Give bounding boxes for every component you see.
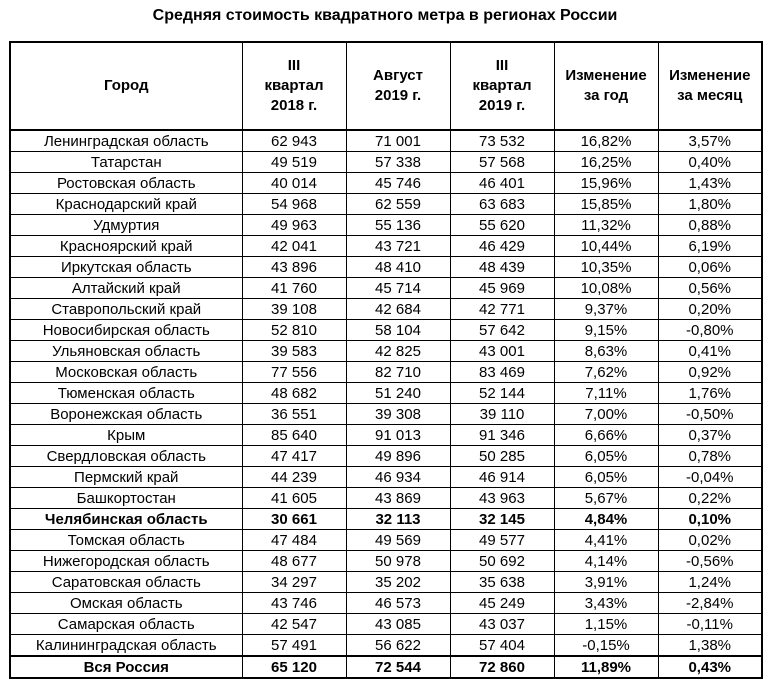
cell-yoy-change: 16,25% — [554, 152, 658, 173]
cell-q3-2018: 41 760 — [242, 278, 346, 299]
cell-yoy-change: 9,15% — [554, 320, 658, 341]
cell-mom-change: 0,88% — [658, 215, 762, 236]
cell-aug-2019: 45 746 — [346, 173, 450, 194]
cell-yoy-change: 8,63% — [554, 341, 658, 362]
cell-city: Калининградская область — [10, 635, 242, 657]
cell-q3-2018: 42 547 — [242, 614, 346, 635]
table-row — [10, 362, 762, 383]
cell-q3-2019: 48 439 — [450, 257, 554, 278]
cell-aug-2019: 42 684 — [346, 299, 450, 320]
cell-city: Пермский край — [10, 467, 242, 488]
cell-aug-2019: 42 825 — [346, 341, 450, 362]
cell-city: Самарская область — [10, 614, 242, 635]
cell-mom-change: 6,19% — [658, 236, 762, 257]
cell-mom-change: 0,41% — [658, 341, 762, 362]
cell-mom-change: -0,56% — [658, 551, 762, 572]
cell-q3-2018: 65 120 — [242, 656, 346, 678]
cell-mom-change: 1,43% — [658, 173, 762, 194]
cell-mom-change: 0,02% — [658, 530, 762, 551]
cell-city: Удмуртия — [10, 215, 242, 236]
price-table — [9, 41, 763, 679]
cell-q3-2018: 42 041 — [242, 236, 346, 257]
cell-city: Московская область — [10, 362, 242, 383]
cell-q3-2019: 91 346 — [450, 425, 554, 446]
cell-q3-2019: 46 401 — [450, 173, 554, 194]
table-row — [10, 509, 762, 530]
table-row — [10, 404, 762, 425]
cell-city: Томская область — [10, 530, 242, 551]
cell-q3-2019: 50 285 — [450, 446, 554, 467]
cell-aug-2019: 49 896 — [346, 446, 450, 467]
cell-mom-change: 0,56% — [658, 278, 762, 299]
cell-q3-2018: 39 583 — [242, 341, 346, 362]
cell-city: Алтайский край — [10, 278, 242, 299]
cell-aug-2019: 46 934 — [346, 467, 450, 488]
cell-q3-2019: 63 683 — [450, 194, 554, 215]
cell-aug-2019: 48 410 — [346, 257, 450, 278]
cell-city: Вся Россия — [10, 656, 242, 678]
table-row — [10, 130, 762, 152]
cell-q3-2019: 35 638 — [450, 572, 554, 593]
cell-yoy-change: 7,00% — [554, 404, 658, 425]
cell-mom-change: -2,84% — [658, 593, 762, 614]
cell-q3-2019: 49 577 — [450, 530, 554, 551]
cell-q3-2018: 54 968 — [242, 194, 346, 215]
table-row — [10, 467, 762, 488]
cell-yoy-change: 1,15% — [554, 614, 658, 635]
cell-city: Крым — [10, 425, 242, 446]
cell-yoy-change: 9,37% — [554, 299, 658, 320]
cell-yoy-change: 10,08% — [554, 278, 658, 299]
table-title: Средняя стоимость квадратного метра в регионах России — [152, 7, 618, 24]
table-row — [10, 593, 762, 614]
cell-q3-2019: 42 771 — [450, 299, 554, 320]
cell-q3-2018: 57 491 — [242, 635, 346, 657]
total-row — [10, 656, 762, 678]
cell-q3-2018: 30 661 — [242, 509, 346, 530]
cell-yoy-change: 7,11% — [554, 383, 658, 404]
cell-q3-2019: 50 692 — [450, 551, 554, 572]
cell-yoy-change: 4,41% — [554, 530, 658, 551]
cell-aug-2019: 55 136 — [346, 215, 450, 236]
cell-q3-2018: 34 297 — [242, 572, 346, 593]
table-row — [10, 383, 762, 404]
header-aug-2019: Август 2019 г. — [346, 42, 450, 130]
cell-q3-2019: 43 037 — [450, 614, 554, 635]
cell-city: Ростовская область — [10, 173, 242, 194]
cell-city: Краснодарский край — [10, 194, 242, 215]
cell-city: Челябинская область — [10, 509, 242, 530]
table-row — [10, 551, 762, 572]
header-q3-2019: III квартал 2019 г. — [450, 42, 554, 130]
cell-q3-2019: 73 532 — [450, 130, 554, 152]
cell-city: Нижегородская область — [10, 551, 242, 572]
cell-yoy-change: 4,84% — [554, 509, 658, 530]
cell-mom-change: 1,38% — [658, 635, 762, 657]
cell-mom-change: 3,57% — [658, 130, 762, 152]
cell-q3-2019: 39 110 — [450, 404, 554, 425]
cell-q3-2019: 46 914 — [450, 467, 554, 488]
cell-q3-2018: 48 677 — [242, 551, 346, 572]
cell-aug-2019: 91 013 — [346, 425, 450, 446]
cell-yoy-change: 3,91% — [554, 572, 658, 593]
cell-mom-change: 0,10% — [658, 509, 762, 530]
cell-aug-2019: 57 338 — [346, 152, 450, 173]
cell-q3-2018: 49 519 — [242, 152, 346, 173]
cell-aug-2019: 43 869 — [346, 488, 450, 509]
cell-q3-2018: 40 014 — [242, 173, 346, 194]
header-city: Город — [10, 42, 242, 130]
table-row — [10, 614, 762, 635]
cell-q3-2019: 52 144 — [450, 383, 554, 404]
cell-yoy-change: 11,89% — [554, 656, 658, 678]
table-row — [10, 194, 762, 215]
cell-mom-change: 0,92% — [658, 362, 762, 383]
cell-aug-2019: 39 308 — [346, 404, 450, 425]
table-row — [10, 320, 762, 341]
cell-city: Воронежская область — [10, 404, 242, 425]
cell-mom-change: 0,40% — [658, 152, 762, 173]
cell-q3-2018: 48 682 — [242, 383, 346, 404]
cell-q3-2018: 43 746 — [242, 593, 346, 614]
cell-aug-2019: 45 714 — [346, 278, 450, 299]
table-header — [10, 42, 762, 130]
table-row — [10, 152, 762, 173]
header-mom-change: Изменение за месяц — [658, 42, 762, 130]
cell-q3-2019: 43 963 — [450, 488, 554, 509]
cell-yoy-change: 6,05% — [554, 446, 658, 467]
table-row — [10, 530, 762, 551]
cell-aug-2019: 82 710 — [346, 362, 450, 383]
cell-q3-2019: 32 145 — [450, 509, 554, 530]
cell-aug-2019: 35 202 — [346, 572, 450, 593]
cell-aug-2019: 46 573 — [346, 593, 450, 614]
cell-yoy-change: 15,85% — [554, 194, 658, 215]
table-row — [10, 257, 762, 278]
cell-yoy-change: 5,67% — [554, 488, 658, 509]
cell-q3-2019: 45 969 — [450, 278, 554, 299]
cell-mom-change: 0,06% — [658, 257, 762, 278]
cell-yoy-change: 6,05% — [554, 467, 658, 488]
cell-mom-change: 1,80% — [658, 194, 762, 215]
cell-yoy-change: -0,15% — [554, 635, 658, 657]
cell-q3-2018: 77 556 — [242, 362, 346, 383]
cell-q3-2018: 44 239 — [242, 467, 346, 488]
cell-aug-2019: 71 001 — [346, 130, 450, 152]
cell-city: Свердловская область — [10, 446, 242, 467]
cell-q3-2019: 46 429 — [450, 236, 554, 257]
cell-mom-change: 0,22% — [658, 488, 762, 509]
cell-q3-2019: 83 469 — [450, 362, 554, 383]
cell-mom-change: -0,04% — [658, 467, 762, 488]
cell-city: Саратовская область — [10, 572, 242, 593]
cell-q3-2018: 49 963 — [242, 215, 346, 236]
header-row — [10, 42, 762, 130]
table-row — [10, 299, 762, 320]
cell-q3-2018: 85 640 — [242, 425, 346, 446]
table-row — [10, 278, 762, 299]
cell-aug-2019: 49 569 — [346, 530, 450, 551]
cell-yoy-change: 15,96% — [554, 173, 658, 194]
cell-mom-change: 0,37% — [658, 425, 762, 446]
cell-q3-2019: 55 620 — [450, 215, 554, 236]
cell-q3-2019: 72 860 — [450, 656, 554, 678]
table-row — [10, 572, 762, 593]
cell-q3-2018: 47 484 — [242, 530, 346, 551]
cell-city: Башкортостан — [10, 488, 242, 509]
table-body — [10, 130, 762, 678]
table-row — [10, 215, 762, 236]
cell-q3-2019: 57 568 — [450, 152, 554, 173]
cell-yoy-change: 10,35% — [554, 257, 658, 278]
cell-q3-2018: 47 417 — [242, 446, 346, 467]
cell-q3-2019: 43 001 — [450, 341, 554, 362]
cell-q3-2018: 41 605 — [242, 488, 346, 509]
cell-q3-2018: 52 810 — [242, 320, 346, 341]
cell-q3-2018: 62 943 — [242, 130, 346, 152]
table-row — [10, 488, 762, 509]
cell-yoy-change: 11,32% — [554, 215, 658, 236]
cell-yoy-change: 4,14% — [554, 551, 658, 572]
cell-aug-2019: 62 559 — [346, 194, 450, 215]
cell-mom-change: 0,20% — [658, 299, 762, 320]
cell-yoy-change: 6,66% — [554, 425, 658, 446]
cell-city: Иркутская область — [10, 257, 242, 278]
cell-aug-2019: 58 104 — [346, 320, 450, 341]
table-row — [10, 635, 762, 657]
cell-yoy-change: 16,82% — [554, 130, 658, 152]
table-row — [10, 425, 762, 446]
cell-city: Тюменская область — [10, 383, 242, 404]
cell-city: Татарстан — [10, 152, 242, 173]
cell-mom-change: -0,50% — [658, 404, 762, 425]
cell-city: Красноярский край — [10, 236, 242, 257]
cell-mom-change: -0,80% — [658, 320, 762, 341]
cell-aug-2019: 51 240 — [346, 383, 450, 404]
cell-q3-2018: 36 551 — [242, 404, 346, 425]
cell-mom-change: -0,11% — [658, 614, 762, 635]
cell-q3-2019: 45 249 — [450, 593, 554, 614]
table-row — [10, 341, 762, 362]
header-q3-2018: III квартал 2018 г. — [242, 42, 346, 130]
cell-mom-change: 1,24% — [658, 572, 762, 593]
cell-city: Ленинградская область — [10, 130, 242, 152]
cell-city: Ульяновская область — [10, 341, 242, 362]
cell-yoy-change: 3,43% — [554, 593, 658, 614]
cell-aug-2019: 72 544 — [346, 656, 450, 678]
cell-aug-2019: 50 978 — [346, 551, 450, 572]
cell-aug-2019: 43 721 — [346, 236, 450, 257]
cell-q3-2018: 39 108 — [242, 299, 346, 320]
header-yoy-change: Изменение за год — [554, 42, 658, 130]
cell-yoy-change: 10,44% — [554, 236, 658, 257]
cell-aug-2019: 56 622 — [346, 635, 450, 657]
cell-city: Омская область — [10, 593, 242, 614]
cell-q3-2019: 57 642 — [450, 320, 554, 341]
table-row — [10, 446, 762, 467]
cell-city: Новосибирская область — [10, 320, 242, 341]
cell-aug-2019: 32 113 — [346, 509, 450, 530]
cell-mom-change: 0,78% — [658, 446, 762, 467]
table-row — [10, 173, 762, 194]
cell-mom-change: 0,43% — [658, 656, 762, 678]
cell-mom-change: 1,76% — [658, 383, 762, 404]
table-row — [10, 236, 762, 257]
cell-yoy-change: 7,62% — [554, 362, 658, 383]
cell-q3-2019: 57 404 — [450, 635, 554, 657]
cell-aug-2019: 43 085 — [346, 614, 450, 635]
cell-city: Ставропольский край — [10, 299, 242, 320]
cell-q3-2018: 43 896 — [242, 257, 346, 278]
